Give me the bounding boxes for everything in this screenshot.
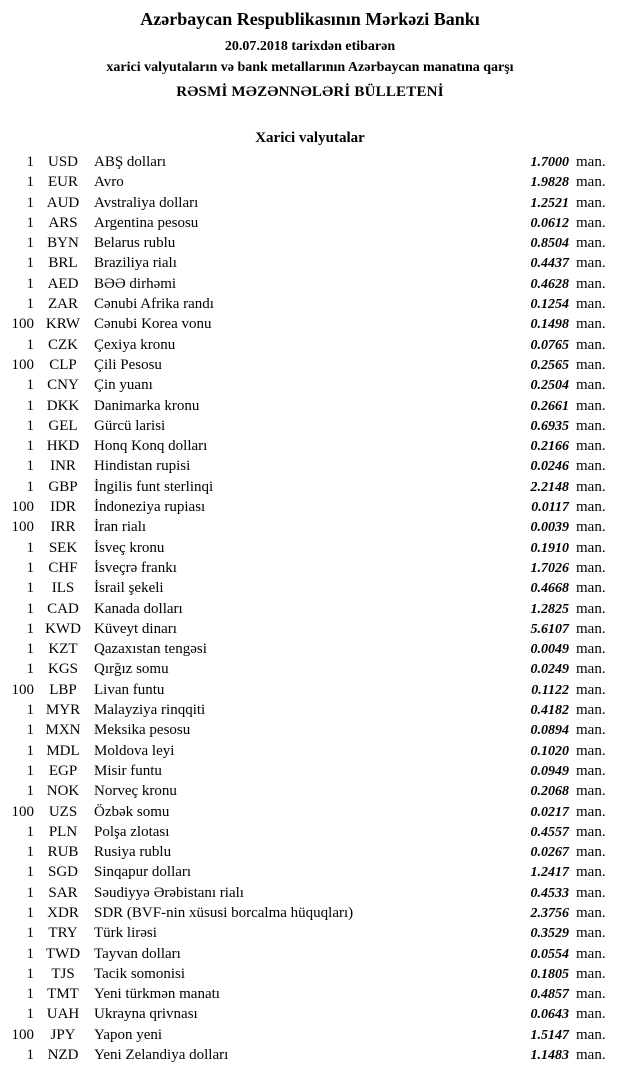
currency-name-cell: Kanada dolları	[94, 600, 183, 617]
currency-name-cell: Avro	[94, 174, 124, 191]
table-row	[0, 497, 620, 517]
rate-cell: 0.8504	[530, 236, 569, 252]
currency-code-cell: TJS	[51, 965, 75, 982]
table-row	[0, 152, 620, 172]
currency-name-cell: İsveç kronu	[94, 539, 165, 556]
rate-cell: 0.2504	[530, 378, 569, 394]
rate-cell: 0.0249	[530, 662, 569, 678]
currency-code-cell: KRW	[45, 316, 81, 333]
quantity-cell: 100	[11, 519, 34, 536]
unit-cell: man.	[576, 864, 606, 881]
currency-name-cell: Danimarka kronu	[94, 397, 200, 414]
rate-cell: 0.1020	[530, 743, 569, 759]
table-row	[0, 903, 620, 923]
table-row	[0, 923, 620, 943]
unit-cell: man.	[576, 519, 606, 536]
table-row	[0, 680, 620, 700]
quantity-cell: 1	[26, 235, 34, 252]
unit-cell: man.	[576, 1047, 606, 1064]
quantity-cell: 1	[26, 762, 34, 779]
table-row	[0, 558, 620, 578]
rate-cell: 0.1805	[530, 966, 569, 982]
rate-cell: 0.4857	[530, 987, 569, 1003]
quantity-cell: 1	[26, 844, 34, 861]
currency-name-cell: Qırğız somu	[94, 661, 169, 678]
table-row	[0, 538, 620, 558]
currency-code-cell: NZD	[47, 1047, 79, 1064]
unit-cell: man.	[576, 620, 606, 637]
rate-cell: 1.7026	[530, 560, 569, 576]
rate-cell: 0.3529	[530, 926, 569, 942]
currency-name-cell: Avstraliya dolları	[94, 194, 199, 211]
currency-code-cell: EGP	[48, 762, 78, 779]
quantity-cell: 1	[26, 154, 34, 170]
table-row	[0, 578, 620, 598]
unit-cell: man.	[576, 742, 606, 759]
currency-table	[0, 152, 620, 1065]
table-row	[0, 720, 620, 740]
currency-name-cell: Misir funtu	[94, 762, 162, 779]
table-row	[0, 274, 620, 294]
unit-cell: man.	[576, 1006, 606, 1023]
currency-name-cell: Yeni Zelandiya dolları	[94, 1047, 229, 1064]
rate-cell: 0.4437	[530, 256, 569, 272]
rate-cell: 0.0267	[530, 845, 569, 861]
quantity-cell: 1	[26, 884, 34, 901]
currency-code-cell: ILS	[51, 580, 75, 597]
unit-cell: man.	[576, 600, 606, 617]
currency-code-cell: UAH	[46, 1006, 80, 1023]
bulletin-header	[0, 8, 620, 102]
table-row	[0, 396, 620, 416]
rate-cell: 0.2565	[530, 357, 569, 373]
rate-cell: 0.0246	[530, 459, 569, 475]
table-row	[0, 964, 620, 984]
quantity-cell: 1	[26, 255, 34, 272]
table-row	[0, 1025, 620, 1045]
rate-cell: 1.2825	[530, 601, 569, 617]
currency-name-cell: Belarus rublu	[94, 235, 176, 252]
quantity-cell: 100	[11, 356, 34, 373]
unit-cell: man.	[576, 235, 606, 252]
currency-name-cell: Gürcü larisi	[94, 417, 166, 434]
currency-code-cell: BYN	[47, 235, 79, 252]
currency-name-cell: İngilis funt sterlinqi	[94, 478, 214, 495]
unit-cell: man.	[576, 478, 606, 495]
unit-cell: man.	[576, 559, 606, 576]
quantity-cell: 1	[26, 661, 34, 678]
unit-cell: man.	[576, 499, 606, 516]
quantity-cell: 1	[26, 864, 34, 881]
currency-code-cell: NOK	[46, 783, 80, 800]
table-row	[0, 822, 620, 842]
currency-code-cell: JPY	[50, 1026, 76, 1043]
rate-cell: 0.0117	[531, 500, 569, 516]
table-row	[0, 335, 620, 355]
unit-cell: man.	[576, 296, 606, 313]
rate-cell: 1.2521	[530, 195, 569, 211]
quantity-cell: 1	[26, 377, 34, 394]
table-row	[0, 862, 620, 882]
currency-code-cell: CNY	[47, 377, 79, 394]
rate-cell: 0.4557	[530, 824, 569, 840]
table-row	[0, 477, 620, 497]
unit-cell: man.	[576, 377, 606, 394]
quantity-cell: 100	[11, 499, 34, 516]
currency-code-cell: EUR	[48, 174, 78, 191]
currency-name-cell: Rusiya rublu	[94, 844, 172, 861]
unit-cell: man.	[576, 539, 606, 556]
currency-code-cell: KGS	[47, 661, 78, 678]
quantity-cell: 100	[11, 803, 34, 820]
unit-cell: man.	[576, 681, 606, 698]
table-row	[0, 883, 620, 903]
rate-cell: 0.0554	[530, 946, 569, 962]
rate-cell: 0.4628	[530, 276, 569, 292]
unit-cell: man.	[576, 925, 606, 942]
currency-code-cell: KWD	[45, 620, 81, 637]
currency-code-cell: IRR	[50, 519, 76, 536]
currency-code-cell: AUD	[46, 194, 80, 211]
unit-cell: man.	[576, 275, 606, 292]
quantity-cell: 100	[11, 681, 34, 698]
quantity-cell: 100	[11, 1026, 34, 1043]
currency-code-cell: AED	[47, 275, 79, 292]
currency-code-cell: SAR	[48, 884, 78, 901]
table-row	[0, 193, 620, 213]
unit-cell: man.	[576, 986, 606, 1003]
rate-cell: 0.0894	[530, 723, 569, 739]
currency-name-cell: İran rialı	[94, 519, 147, 536]
table-row	[0, 355, 620, 375]
rate-cell: 0.4182	[530, 703, 569, 719]
currency-name-cell: Çili Pesosu	[94, 356, 162, 373]
quantity-cell: 1	[26, 214, 34, 231]
currency-code-cell: PLN	[48, 823, 78, 840]
currency-name-cell: Tacik somonisi	[94, 965, 186, 982]
rate-cell: 0.1254	[530, 297, 569, 313]
page-title: Azərbaycan Respublikasının Mərkəzi Bankı	[140, 9, 480, 29]
currency-code-cell: DKK	[46, 397, 80, 414]
currency-code-cell: TWD	[45, 945, 81, 962]
table-row	[0, 984, 620, 1004]
rate-cell: 0.4533	[530, 885, 569, 901]
unit-cell: man.	[576, 844, 606, 861]
quantity-cell: 1	[26, 742, 34, 759]
currency-code-cell: ARS	[48, 214, 78, 231]
unit-cell: man.	[576, 336, 606, 353]
effective-date: 20.07.2018 tarixdən etibarən	[224, 39, 396, 54]
quantity-cell: 1	[26, 722, 34, 739]
unit-cell: man.	[576, 661, 606, 678]
rate-cell: 2.3756	[530, 905, 569, 921]
rate-cell: 0.2068	[530, 784, 569, 800]
table-row	[0, 294, 620, 314]
currency-code-cell: LBP	[49, 681, 77, 698]
quantity-cell: 1	[26, 823, 34, 840]
table-row	[0, 700, 620, 720]
unit-cell: man.	[576, 904, 606, 921]
table-row	[0, 436, 620, 456]
quantity-cell: 1	[26, 336, 34, 353]
unit-cell: man.	[576, 194, 606, 211]
rate-cell: 0.0765	[530, 337, 569, 353]
table-row	[0, 1045, 620, 1065]
currency-name-cell: Cənubi Korea vonu	[94, 316, 212, 333]
table-row	[0, 456, 620, 476]
currency-name-cell: Çin yuanı	[94, 377, 153, 394]
table-row	[0, 619, 620, 639]
rate-cell: 0.0643	[530, 1007, 569, 1023]
currency-name-cell: Tayvan dolları	[94, 945, 181, 962]
quantity-cell: 1	[26, 925, 34, 942]
unit-cell: man.	[576, 945, 606, 962]
currency-code-cell: ZAR	[48, 296, 78, 313]
table-row	[0, 802, 620, 822]
quantity-cell: 1	[26, 559, 34, 576]
unit-cell: man.	[576, 1026, 606, 1043]
rate-cell: 1.1483	[530, 1048, 569, 1064]
quantity-cell: 1	[26, 174, 34, 191]
currency-code-cell: CZK	[48, 336, 78, 353]
unit-cell: man.	[576, 823, 606, 840]
quantity-cell: 1	[26, 1047, 34, 1064]
currency-code-cell: MYR	[45, 702, 81, 719]
unit-cell: man.	[576, 397, 606, 414]
currency-name-cell: Küveyt dinarı	[94, 620, 177, 637]
rate-cell: 0.4668	[530, 581, 569, 597]
table-row	[0, 741, 620, 761]
currency-name-cell: Yeni türkmən manatı	[94, 986, 220, 1003]
quantity-cell: 1	[26, 1006, 34, 1023]
quantity-cell: 1	[26, 620, 34, 637]
rate-cell: 0.0217	[530, 804, 569, 820]
rate-cell: 0.1122	[531, 682, 569, 698]
quantity-cell: 1	[26, 478, 34, 495]
rate-cell: 0.1498	[530, 317, 569, 333]
currency-name-cell: Çexiya kronu	[94, 336, 176, 353]
unit-cell: man.	[576, 356, 606, 373]
quantity-cell: 1	[26, 600, 34, 617]
currency-name-cell: İndoneziya rupiası	[94, 499, 206, 516]
quantity-cell: 1	[26, 986, 34, 1003]
currency-code-cell: GEL	[48, 417, 78, 434]
rate-cell: 5.6107	[530, 621, 569, 637]
currency-name-cell: Argentina pesosu	[94, 214, 199, 231]
currency-name-cell: Moldova leyi	[94, 742, 175, 759]
currency-name-cell: Ukrayna qrivnası	[94, 1006, 198, 1023]
table-row	[0, 233, 620, 253]
currency-code-cell: CAD	[47, 600, 79, 617]
unit-cell: man.	[576, 783, 606, 800]
currency-code-cell: TRY	[48, 925, 78, 942]
unit-cell: man.	[576, 438, 606, 455]
currency-code-cell: TMT	[47, 986, 79, 1003]
currency-code-cell: USD	[47, 154, 78, 170]
currency-name-cell: Polşa zlotası	[94, 823, 170, 840]
rate-cell: 1.7000	[530, 155, 569, 170]
currency-name-cell: Özbək somu	[94, 803, 170, 820]
unit-cell: man.	[576, 255, 606, 272]
currency-code-cell: GBP	[48, 478, 78, 495]
unit-cell: man.	[576, 417, 606, 434]
table-row	[0, 761, 620, 781]
unit-cell: man.	[576, 214, 606, 231]
currency-name-cell: İsveçrə frankı	[94, 559, 177, 576]
quantity-cell: 1	[26, 904, 34, 921]
unit-cell: man.	[576, 580, 606, 597]
currency-code-cell: KZT	[48, 641, 78, 658]
unit-cell: man.	[576, 316, 606, 333]
table-row	[0, 517, 620, 537]
currency-name-cell: Braziliya rialı	[94, 255, 177, 272]
currency-name-cell: Honq Konq dolları	[94, 438, 208, 455]
table-row	[0, 639, 620, 659]
currency-name-cell: İsrail şekeli	[94, 580, 164, 597]
table-row	[0, 599, 620, 619]
table-row	[0, 781, 620, 801]
currency-name-cell: Qazaxıstan tengəsi	[94, 641, 207, 658]
quantity-cell: 1	[26, 702, 34, 719]
quantity-cell: 1	[26, 417, 34, 434]
quantity-cell: 1	[26, 275, 34, 292]
unit-cell: man.	[576, 965, 606, 982]
currency-code-cell: MXN	[45, 722, 81, 739]
section-title-foreign-currencies: Xarici valyutalar	[255, 130, 365, 146]
rate-cell: 0.1910	[530, 540, 569, 556]
currency-code-cell: SEK	[48, 539, 78, 556]
rate-cell: 0.0039	[530, 520, 569, 536]
currency-name-cell: Malayziya rinqqiti	[94, 702, 206, 719]
rate-cell: 0.0049	[530, 642, 569, 658]
quantity-cell: 100	[11, 316, 34, 333]
table-row	[0, 213, 620, 233]
currency-code-cell: MDL	[46, 742, 80, 759]
unit-cell: man.	[576, 722, 606, 739]
unit-cell: man.	[576, 702, 606, 719]
bulletin-subtitle: xarici valyutaların və bank metallarının Azərbaycan manatına qarşı	[106, 60, 514, 75]
table-row	[0, 172, 620, 192]
currency-name-cell: Norveç kronu	[94, 783, 177, 800]
rate-cell: 0.2166	[530, 439, 569, 455]
rate-cell: 2.2148	[530, 479, 569, 495]
currency-code-cell: UZS	[48, 803, 78, 820]
table-row	[0, 944, 620, 964]
table-row	[0, 314, 620, 334]
table-row	[0, 375, 620, 395]
quantity-cell: 1	[26, 580, 34, 597]
quantity-cell: 1	[26, 397, 34, 414]
rate-cell: 0.6935	[530, 418, 569, 434]
currency-name-cell: Yapon yeni	[94, 1026, 163, 1043]
currency-name-cell: ABŞ dolları	[94, 154, 167, 170]
table-row	[0, 1004, 620, 1024]
currency-code-cell: BRL	[48, 255, 78, 272]
rate-cell: 0.0949	[530, 763, 569, 779]
unit-cell: man.	[576, 641, 606, 658]
quantity-cell: 1	[26, 783, 34, 800]
quantity-cell: 1	[26, 965, 34, 982]
bulletin-title: RƏSMİ MƏZƏNNƏLƏRİ BÜLLETENİ	[176, 84, 444, 100]
rate-cell: 1.5147	[530, 1027, 569, 1043]
currency-name-cell: Hindistan rupisi	[94, 458, 191, 475]
quantity-cell: 1	[26, 194, 34, 211]
currency-code-cell: CLP	[49, 356, 77, 373]
currency-code-cell: SGD	[47, 864, 78, 881]
currency-name-cell: Cənubi Afrika randı	[94, 296, 214, 313]
currency-code-cell: CHF	[48, 559, 78, 576]
table-row	[0, 416, 620, 436]
table-row	[0, 253, 620, 273]
currency-code-cell: XDR	[47, 904, 79, 921]
unit-cell: man.	[576, 174, 606, 191]
currency-code-cell: HKD	[46, 438, 80, 455]
currency-code-cell: INR	[50, 458, 76, 475]
unit-cell: man.	[576, 803, 606, 820]
table-row	[0, 842, 620, 862]
unit-cell: man.	[576, 884, 606, 901]
currency-name-cell: Türk lirəsi	[94, 925, 157, 942]
rate-cell: 0.0612	[530, 215, 569, 231]
quantity-cell: 1	[26, 458, 34, 475]
quantity-cell: 1	[26, 296, 34, 313]
currency-code-cell: IDR	[50, 499, 76, 516]
rate-cell: 1.2417	[530, 865, 569, 881]
quantity-cell: 1	[26, 539, 34, 556]
currency-name-cell: BƏƏ dirhəmi	[94, 275, 177, 292]
quantity-cell: 1	[26, 945, 34, 962]
currency-name-cell: SDR (BVF-nin xüsusi borcalma hüquqları)	[94, 904, 354, 921]
unit-cell: man.	[576, 154, 606, 170]
currency-name-cell: Səudiyyə Ərəbistanı rialı	[94, 884, 244, 901]
unit-cell: man.	[576, 762, 606, 779]
currency-name-cell: Sinqapur dolları	[94, 864, 192, 881]
rate-cell: 1.9828	[530, 175, 569, 191]
currency-name-cell: Livan funtu	[94, 681, 165, 698]
rate-cell: 0.2661	[530, 398, 569, 414]
quantity-cell: 1	[26, 438, 34, 455]
unit-cell: man.	[576, 458, 606, 475]
currency-name-cell: Meksika pesosu	[94, 722, 191, 739]
currency-code-cell: RUB	[47, 844, 79, 861]
quantity-cell: 1	[26, 641, 34, 658]
table-row	[0, 659, 620, 679]
